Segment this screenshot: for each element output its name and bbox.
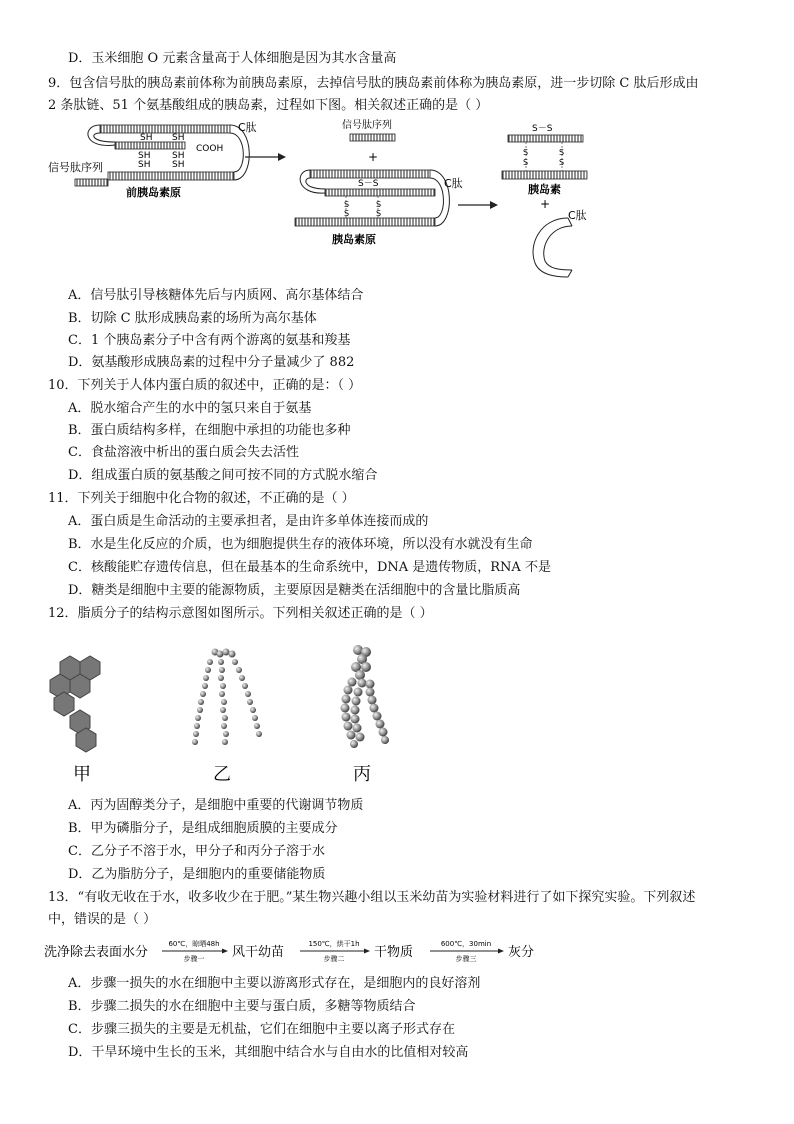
c-peptide-fragment <box>533 218 572 277</box>
plus-sign: + <box>368 150 379 164</box>
preproinsulin-molecule <box>75 125 249 186</box>
sh-label: SH <box>172 133 185 143</box>
insulin-processing-diagram <box>40 115 600 285</box>
sh-label: SH <box>138 160 151 170</box>
q11-option-b: B．水是生化反应的介质，也为细胞提供生存的液体环境，所以没有水就没有生命 <box>68 537 533 552</box>
q13-stem-line2: 中，错误的是（ ） <box>48 912 157 927</box>
q8-option-d: D．玉米细胞 O 元素含量高于人体细胞是因为其水含量高 <box>68 51 397 66</box>
experiment-flow-diagram <box>44 934 564 968</box>
q9-option-a: A．信号肽引导核糖体先后与内质网、高尔基体结合 <box>68 288 364 303</box>
sulfur-label: S <box>523 148 529 157</box>
q12-option-c: C．乙分子不溶于水，甲分子和丙分子溶于水 <box>68 844 325 859</box>
insulin-label: 胰岛素 <box>528 183 561 196</box>
q9-option-c: C．1 个胰岛素分子中含有两个游离的氨基和羧基 <box>68 333 351 348</box>
cooh-label: COOH <box>196 144 224 154</box>
q9-option-b: B．切除 C 肽形成胰岛素的场所为高尔基体 <box>68 311 317 326</box>
sulfur-label: S <box>344 209 350 218</box>
flow-step-ash: 灰分 <box>508 945 535 960</box>
sulfur-label: S <box>559 148 565 157</box>
q9-stem-line2: 2 条肽链、51 个氨基酸组成的胰岛素，过程如下图。相关叙述正确的是（ ） <box>48 98 489 113</box>
signal-sequence-label-2: 信号肽序列 <box>342 120 392 131</box>
signal-peptide-fragment <box>350 134 395 141</box>
c-peptide-label-2: C肽 <box>444 177 463 190</box>
flow-step-label-2: 步骤二 <box>323 955 345 963</box>
label-bing: 丙 <box>353 764 371 785</box>
lipid-structures-figure <box>40 640 440 790</box>
c-peptide-label-1: C肽 <box>238 121 257 134</box>
q10-option-c: C．食盐溶液中析出的蛋白质会失去活性 <box>68 445 299 460</box>
q9-option-d: D．氨基酸形成胰岛素的过程中分子量减少了 882 <box>68 355 355 370</box>
q12-option-a: A．丙为固醇类分子，是细胞中重要的代谢调节物质 <box>68 798 364 813</box>
q13-option-b: B．步骤二损失的水在细胞中主要与蛋白质，多糖等物质结合 <box>68 999 416 1014</box>
signal-sequence-label-1: 信号肽序列 <box>48 161 103 174</box>
q12-option-d: D．乙为脂肪分子，是细胞内的重要储能物质 <box>68 867 326 882</box>
sh-label: SH <box>140 133 153 143</box>
flow-condition-2: 150℃，烘干1h <box>308 940 360 948</box>
label-jia: 甲 <box>73 764 91 785</box>
plus-sign: + <box>540 197 551 211</box>
arrow-icon <box>364 949 370 954</box>
flow-condition-1: 60℃，晾晒48h <box>168 940 220 948</box>
q11-stem: 11．下列关于细胞中化合物的叙述，不正确的是（ ） <box>48 491 355 506</box>
arrow-icon <box>245 153 286 161</box>
q10-option-d: D．组成蛋白质的氨基酸之间可按不同的方式脱水缩合 <box>68 468 378 483</box>
flow-step-label-3: 步骤三 <box>455 955 477 963</box>
flow-step-air-dried: 风干幼苗 <box>232 945 285 960</box>
fat-molecule-structure <box>192 649 262 746</box>
sh-label: SH <box>172 160 185 170</box>
flow-step-dry-matter: 干物质 <box>374 945 414 960</box>
sulfur-label: S <box>344 200 350 209</box>
q13-option-a: A．步骤一损失的水在细胞中主要以游离形式存在，是细胞内的良好溶剂 <box>68 976 481 991</box>
q11-option-a: A．蛋白质是生命活动的主要承担者，是由许多单体连接而成的 <box>68 514 429 529</box>
q13-option-c: C．步骤三损失的主要是无机盐，它们在细胞中主要以离子形式存在 <box>68 1022 455 1037</box>
disulfide-bond-label: S－S <box>532 124 553 134</box>
q10-option-a: A．脱水缩合产生的水中的氢只来自于氨基 <box>68 401 312 416</box>
label-yi: 乙 <box>213 764 231 785</box>
q13-option-d: D．干旱环境中生长的玉米，其细胞中结合水与自由水的比值相对较高 <box>68 1045 469 1060</box>
sulfur-label: S <box>559 158 565 167</box>
q10-option-b: B．蛋白质结构多样，在细胞中承担的功能也多种 <box>68 423 351 438</box>
sh-label: SH <box>172 151 185 161</box>
sh-label: SH <box>138 151 151 161</box>
q10-stem: 10．下列关于人体内蛋白质的叙述中，正确的是：（ ） <box>48 378 362 393</box>
preproinsulin-label: 前胰岛素原 <box>126 186 181 199</box>
arrow-icon <box>498 949 504 954</box>
arrow-icon <box>222 949 228 954</box>
flow-step-label-1: 步骤一 <box>183 955 205 963</box>
q11-option-d: D．糖类是细胞中主要的能源物质，主要原因是糖类在活细胞中的含量比脂质高 <box>68 583 521 598</box>
flow-step-wash: 洗净除去表面水分 <box>44 945 149 960</box>
disulfide-bond-label: S－S <box>358 179 379 189</box>
q13-stem-line1: 13．“有收无收在于水，收多收少在于肥。”某生物兴趣小组以玉米幼苗为实验材料进行了如下探究实验。下列叙述 <box>48 890 696 905</box>
steroid-ring-structure <box>50 656 100 752</box>
proinsulin-label: 胰岛素原 <box>332 233 376 246</box>
arrow-icon <box>458 201 498 209</box>
sulfur-label: S <box>376 209 382 218</box>
insulin-molecule <box>502 135 587 179</box>
phospholipid-structure <box>341 645 390 748</box>
flow-condition-3: 600℃，30min <box>440 940 492 948</box>
q12-option-b: B．甲为磷脂分子，是组成细胞质膜的主要成分 <box>68 821 338 836</box>
q11-option-c: C．核酸能贮存遗传信息，但在最基本的生命系统中，DNA 是遗传物质，RNA 不是 <box>68 560 551 575</box>
q9-stem-line1: 9．包含信号肽的胰岛素前体称为前胰岛素原，去掉信号肽的胰岛素前体称为胰岛素原，进一步切除 C 肽后形成由 <box>48 76 699 91</box>
sulfur-label: S <box>376 200 382 209</box>
q12-stem: 12．脂质分子的结构示意图如图所示。下列相关叙述正确的是（ ） <box>48 606 433 621</box>
c-peptide-label-3: C肽 <box>568 209 587 222</box>
sulfur-label: S <box>523 158 529 167</box>
